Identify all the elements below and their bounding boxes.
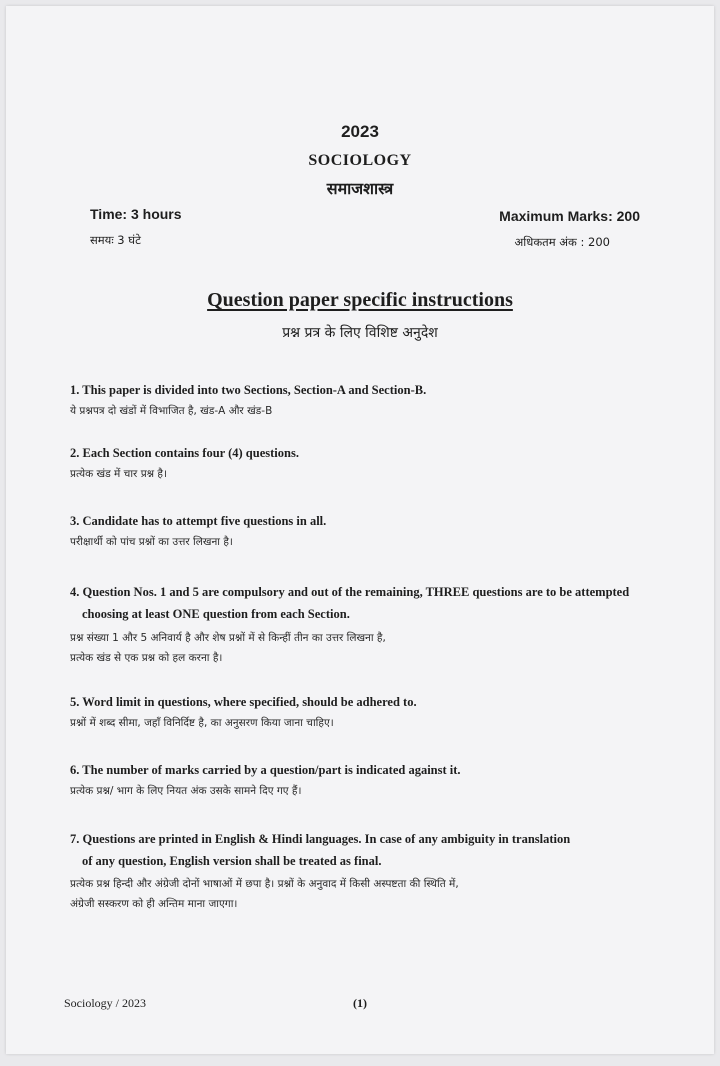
page-number: (1) <box>353 996 367 1010</box>
instruction-text-hi: प्रत्येक खंड में चार प्रश्न है। <box>70 468 167 480</box>
exam-page <box>6 6 714 1054</box>
instruction-item-7 <box>70 828 670 914</box>
max-marks-label-hindi: अधिकतम अंक : 200 <box>514 235 610 249</box>
instruction-item-5 <box>70 691 670 733</box>
subject-title-hindi: समाजशास्त्र <box>326 179 394 198</box>
instruction-text-hi: प्रत्येक प्रश्न/ भाग के लिए नियत अंक उसके सामने दिए गए हैं। <box>70 785 302 797</box>
instruction-text-hi-cont: अंग्रेजी सस्करण को ही अन्तिम माना जाएगा। <box>70 898 238 910</box>
instruction-text-en: 4. Question Nos. 1 and 5 are compulsory and out of the remaining, THREE questions are to be attempted <box>70 585 630 599</box>
footer-subject-year: Sociology / 2023 <box>64 996 147 1010</box>
exam-year: 2023 <box>341 122 379 141</box>
instruction-text-hi: ये प्रश्नपत्र दो खंडों में विभाजित है, खंड-A और खंड-B <box>70 405 273 417</box>
instruction-text-hi: प्रत्येक प्रश्न हिन्दी और अंग्रेजी दोनों भाषाओं में छपा है। प्रश्नों के अनुवाद में किसी अस्पष्टता की स्थिति में, <box>70 878 459 890</box>
instructions-title: Question paper specific instructions <box>207 289 513 311</box>
instruction-text-en-cont: of any question, English version shall be treated as final. <box>82 854 382 868</box>
instruction-text-hi: परीक्षार्थी को पांच प्रश्नों का उत्तर लिखना है। <box>70 536 233 548</box>
instruction-text-en: 1. This paper is divided into two Sections, Section-A and Section-B. <box>70 383 427 397</box>
instruction-item-1 <box>70 379 670 421</box>
instructions-title-hindi: प्रश्न प्रत्र के लिए विशिष्ट अनुदेश <box>282 325 438 341</box>
instruction-text-hi-cont: प्रत्येक खंड से एक प्रश्न को हल करना है। <box>70 652 223 664</box>
instruction-text-hi: प्रश्न संख्या 1 और 5 अनिवार्य है और शेष प्रश्नों में से किन्हीं तीन का उत्तर लिखना है, <box>70 632 386 644</box>
instruction-item-3 <box>70 510 670 552</box>
instruction-text-en: 3. Candidate has to attempt five questions in all. <box>70 514 327 528</box>
instruction-item-4 <box>70 581 670 668</box>
instruction-item-2 <box>70 442 670 484</box>
time-label: Time: 3 hours <box>90 206 182 222</box>
subject-title: SOCIOLOGY <box>308 152 412 169</box>
instruction-text-en: 2. Each Section contains four (4) questions. <box>70 446 299 460</box>
max-marks-label: Maximum Marks: 200 <box>499 208 640 224</box>
instruction-text-en: 6. The number of marks carried by a question/part is indicated against it. <box>70 763 461 777</box>
instruction-text-en-cont: choosing at least ONE question from each Section. <box>82 607 350 621</box>
instruction-item-6 <box>70 759 670 801</box>
instruction-text-en: 5. Word limit in questions, where specified, should be adhered to. <box>70 695 417 709</box>
instruction-text-en: 7. Questions are printed in English & Hindi languages. In case of any ambiguity in translation <box>70 832 571 846</box>
time-label-hindi: समयः 3 घंटे <box>90 233 141 247</box>
instruction-text-hi: प्रश्नों में शब्द सीमा, जहाँ विनिर्दिष्ट है, का अनुसरण किया जाना चाहिए। <box>70 717 334 729</box>
